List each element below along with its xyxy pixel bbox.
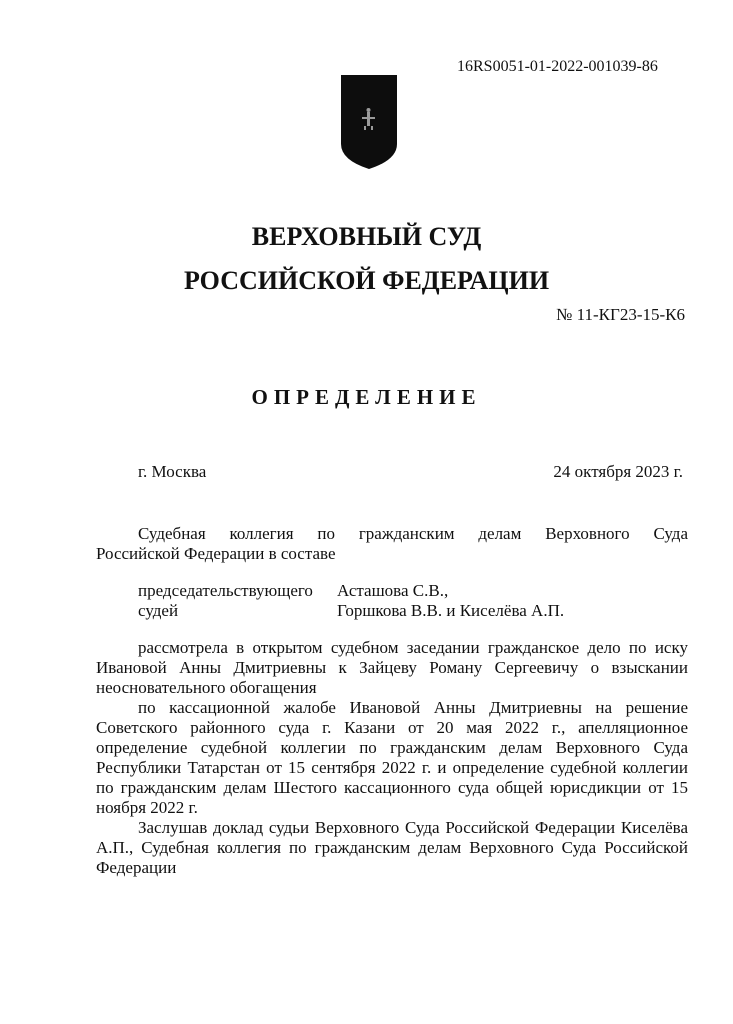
document-number: № 11-КГ23-15-К6 xyxy=(556,305,685,324)
report-text: Заслушав доклад судьи Верховного Суда Российской Федерации Киселёва А.П., Судебная коллегия по гражданским делам Верховного Суда Российской Федерации xyxy=(96,818,688,877)
composition-names-presiding: Асташова С.В., xyxy=(337,581,449,600)
intro-line-1: Судебная коллегия по гражданским делам Верховного Суда xyxy=(138,524,688,543)
intro-paragraph xyxy=(96,524,688,564)
case-identifier: 16RS0051-01-2022-001039-86 xyxy=(457,58,658,75)
court-name-line-2: РОССИЙСКОЙ ФЕДЕРАЦИИ xyxy=(183,266,550,295)
composition-role-presiding: председательствующего xyxy=(138,581,313,600)
decision-date: 24 октября 2023 г. xyxy=(553,462,683,481)
appeal-text: по кассационной жалобе Ивановой Анны Дмитриевны на решение Советского районного суда г. Казани от 20 мая 2022 г., апелляционное определение судебной коллегии по гражданским делам Верховного Суда Республики Татарстан от 15 сентября 2022 г. и определение судебной коллегии по гражданским делам Шестого кассационного суда общей юрисдикции от 15 ноября 2022 г. xyxy=(96,698,688,817)
claim-paragraph xyxy=(96,638,688,878)
document-title: ОПРЕДЕЛЕНИЕ xyxy=(251,385,482,409)
city: г. Москва xyxy=(138,462,207,481)
intro-line-2: Российской Федерации в составе xyxy=(96,544,336,563)
claim-text: рассмотрела в открытом судебном заседании гражданское дело по иску Ивановой Анны Дмитриевны к Зайцеву Роману Сергеевичу о взыскании неосновательного обогащения xyxy=(96,638,688,697)
coat-of-arms-emblem xyxy=(340,74,398,170)
court-name-line-1: ВЕРХОВНЫЙ СУД xyxy=(251,222,482,251)
composition-role-judges: судей xyxy=(138,601,179,620)
composition-names-judges: Горшкова В.В. и Киселёва А.П. xyxy=(337,601,565,620)
